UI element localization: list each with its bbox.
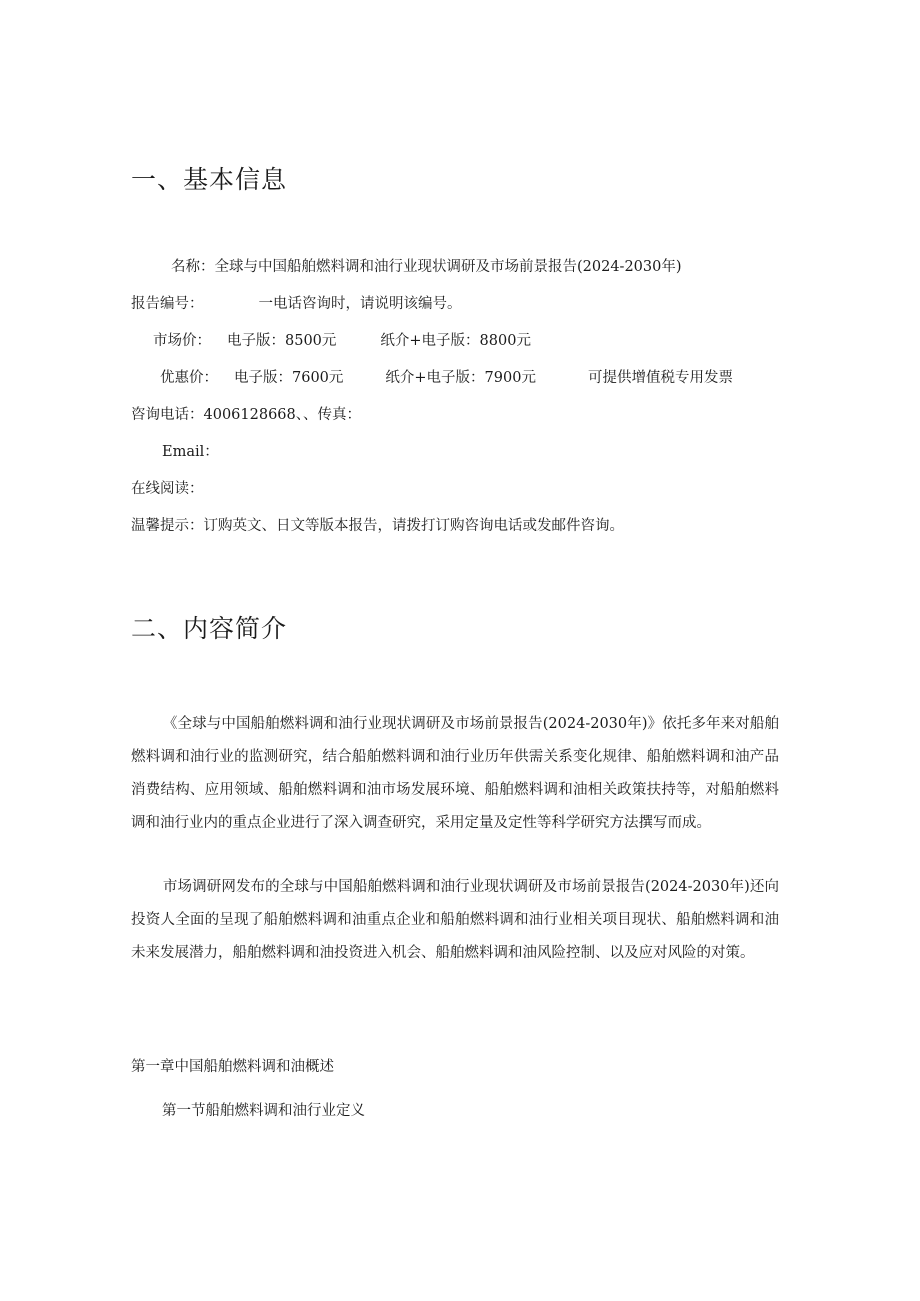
section2-heading: 二、内容简介 — [131, 614, 288, 643]
report-name-label: 名称： — [171, 259, 215, 275]
email-line: Email： — [162, 444, 219, 460]
report-name-line — [171, 257, 682, 277]
toc-chapter-1: 第一章中国船舶燃料调和油概述 — [131, 1059, 334, 1075]
phone-fax-line: 咨询电话：4006128668、、传真： — [131, 407, 362, 423]
online-reading-line: 在线阅读： — [131, 481, 204, 497]
tip-line: 温馨提示：订购英文、日文等版本报告，请拨打订购咨询电话或发邮件咨询。 — [131, 518, 624, 534]
market-price-label: 市场价： — [153, 333, 211, 349]
toc-section-1-1: 第一节船舶燃料调和油行业定义 — [162, 1103, 365, 1119]
discount-price-line — [160, 368, 733, 388]
discount-price-label: 优惠价： — [160, 370, 218, 386]
invoice-note: 可提供增值税专用发票 — [587, 370, 733, 386]
section1-heading: 一、基本信息 — [131, 165, 288, 194]
discount-price-paper: 纸介+电子版：7900元 — [385, 370, 536, 386]
report-number-note: 一电话咨询时，请说明该编号。 — [258, 296, 462, 312]
report-name-value: 全球与中国船舶燃料调和油行业现状调研及市场前景报告(2024-2030年) — [214, 259, 682, 275]
report-number-label: 报告编号： — [131, 296, 204, 312]
discount-price-electronic: 电子版：7600元 — [234, 370, 344, 386]
report-number-line — [131, 294, 462, 314]
intro-paragraph-1: 《全球与中国船舶燃料调和油行业现状调研及市场前景报告(2024-2030年)》依托多年来对船舶燃料调和油行业的监测研究，结合船舶燃料调和油行业历年供需关系变化规律、船舶燃料调和油产品消费结构、应用领域、船舶燃料调和油市场发展环境、船舶燃料调和油相关政策扶持等，对船舶燃料调和油行业内的重点企业进行了深入调查研究，采用定量及定性等科学研究方法撰写而成。 — [131, 716, 779, 831]
market-price-paper: 纸介+电子版：8800元 — [380, 333, 531, 349]
market-price-electronic: 电子版：8500元 — [227, 333, 337, 349]
intro-paragraph-2: 市场调研网发布的全球与中国船舶燃料调和油行业现状调研及市场前景报告(2024-2030年)还向投资人全面的呈现了船舶燃料调和油重点企业和船舶燃料调和油行业相关项目现状、船舶燃料调和油未来发展潜力，船舶燃料调和油投资进入机会、船舶燃料调和油风险控制、以及应对风险的对策。 — [131, 879, 779, 961]
market-price-line — [153, 331, 531, 351]
